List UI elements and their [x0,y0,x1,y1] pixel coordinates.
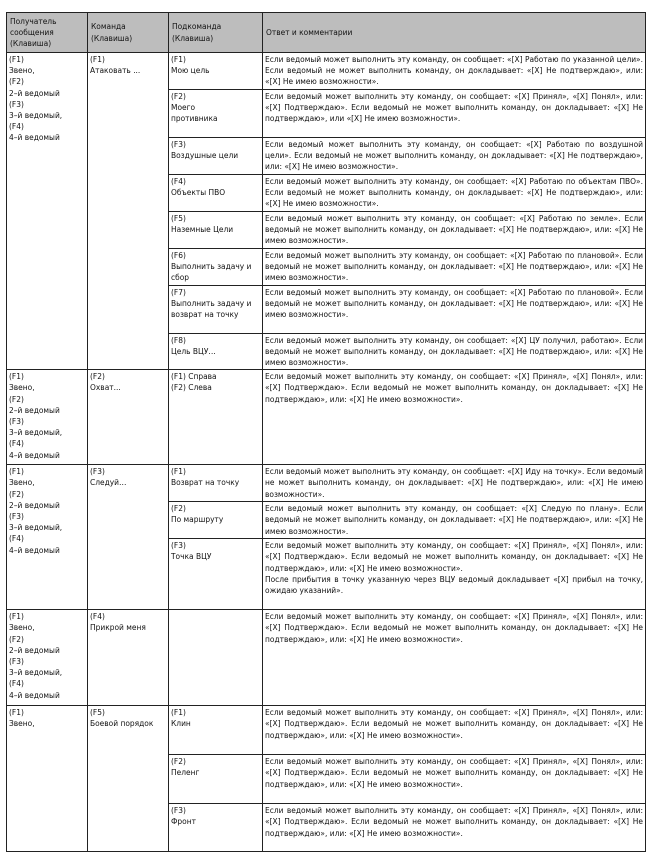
subcommand-cell: (F4) Объекты ПВО [169,174,263,211]
subcommand-cell: (F2) Моего противника [169,89,263,137]
subcommand-cell: (F2) По маршруту [169,502,263,539]
answer-cell: Если ведомый может выполнить эту команду, он сообщает: «[X] Работаю по плановой». Если ведомый не может выполнить команду, он докладывает: «[X] Не подтверждаю», или: «[X] Не имею возможности». [263,248,646,285]
answer-cell: Если ведомый может выполнить эту команду, он сообщает: «[X] Работаю по земле». Если ведомый не может выполнить команду, он докладывает: «[X] Не подтверждаю», или: «[X] Не имею возможности». [263,211,646,248]
command-cell-cover: (F4) Прикрой меня [88,610,169,706]
subcommand-cell: (F3) Воздушные цели [169,137,263,174]
table-row [7,53,646,90]
subcommand-cell: (F8) Цель ВЦУ… [169,333,263,370]
answer-cell: Если ведомый может выполнить эту команду, он сообщает: «[X] Принял», «[X] Понял», или: «[X] Подтверждаю». Если ведомый не может выполнить команду, он докладывает: «[X] Не подтверждаю», или: «[X] Не имею возможности». [263,370,646,465]
subcommand-cell: (F3) Точка ВЦУ [169,539,263,610]
answer-cell: Если ведомый может выполнить эту команду, он сообщает: «[X] Работаю по плановой». Если ведомый не может выполнить команду, он докладывает: «[X] Не подтверждаю», или: «[X] Не имею возможности». [263,285,646,333]
answer-note: После прибытия в точку указанную через ВЦУ ведомый докладывает «[X] прибыл на точку, ожидаю указаний». [265,573,643,596]
subcommand-cell: (F6) Выполнить задачу и сбор [169,248,263,285]
subcommand-cell: (F1) Возврат на точку [169,465,263,502]
answer-text: Если ведомый может выполнить эту команду, он сообщает: «[X] Принял», «[X] Понял», или: «[X] Подтверждаю». Если ведомый не может выполнить команду, он докладывает: «[X] Не подтверждаю», или: «[X] Не имею возможности». [265,540,643,573]
answer-cell: Если ведомый может выполнить эту команду, он сообщает: «[X] Работаю по воздушной цели». Если ведомый не может выполнить команду, он докладывает: «[X] Не подтверждаю», или: «[X] Не имею возможности». [263,137,646,174]
subcommand-cell: (F1) Мою цель [169,53,263,90]
recipient-cell: (F1) Звено, (F2) 2–й ведомый (F3) 3–й ведомый, (F4) 4–й ведомый [7,465,88,610]
subcommand-cell: (F7) Выполнить задачу и возврат на точку [169,285,263,333]
subcommand-cell: (F1) Справа (F2) Слева [169,370,263,465]
answer-cell: Если ведомый может выполнить эту команду, он сообщает: «[X] Принял», «[X] Понял», или: «[X] Подтверждаю». Если ведомый не может выполнить команду, он докладывает: «[X] Не подтверждаю», или «[X] Не имею возможности». [263,89,646,137]
answer-cell: Если ведомый может выполнить эту команду, он сообщает: «[X] Принял», «[X] Понял», или: «[X] Подтверждаю». Если ведомый не может выполнить команду, он докладывает: «[X] Не подтверждаю», или: «[X] Не имею возможности». [263,804,646,852]
answer-cell: Если ведомый может выполнить эту команду, он сообщает: «[X] ЦУ получил, работаю». Если ведомый не может выполнить команду, он докладывает: «[X] Не подтверждаю», или: «[X] Не имею возможности». [263,333,646,370]
answer-cell: Если ведомый может выполнить эту команду, он сообщает: «[X] Принял», «[X] Понял», или: «[X] Подтверждаю». Если ведомый не может выполнить команду, он докладывает: «[X] Не подтверждаю», или: «[X] Не имею возможности». [263,706,646,755]
command-cell-formation: (F5) Боевой порядок [88,706,169,852]
table-row [7,706,646,755]
answer-cell: Если ведомый может выполнить эту команду, он сообщает: «[X] Следую по плану». Если ведомый не может выполнить команду, он докладывает: «[X] Не подтверждаю», или: «[X] Не имею возможности». [263,502,646,539]
header-subcommand: Подкоманда (Клавиша) [169,13,263,53]
subcommand-cell: (F1) Клин [169,706,263,755]
command-cell-attack: (F1) Атаковать ... [88,53,169,370]
table-row [7,610,646,706]
recipient-cell: (F1) Звено, (F2) 2–й ведомый (F3) 3–й ведомый, (F4) 4–й ведомый [7,370,88,465]
recipient-cell: (F1) Звено, [7,706,88,852]
header-command: Команда (Клавиша) [88,13,169,53]
header-row [7,13,646,53]
header-recipient: Получатель сообщения (Клавиша) [7,13,88,53]
answer-cell: Если ведомый может выполнить эту команду, он сообщает: «[X] Работаю по указанной цели». Если ведомый не может выполнить команду, он докладывает: «[X] Не подтверждаю», или: «[X] Не имею возможности». [263,53,646,90]
answer-cell: Если ведомый может выполнить эту команду, он сообщает: «[X] Работаю по объектам ПВО». Если ведомый не может выполнить команду, он докладывает: «[X] Не подтверждаю», или: «[X] Не имею возможности». [263,174,646,211]
answer-cell [263,539,646,610]
table-row [7,370,646,465]
answer-cell: Если ведомый может выполнить эту команду, он сообщает: «[X] Иду на точку». Если ведомый не может выполнить команду, он докладывает: «[X] Не подтверждаю», или: «[X] Не имею возможности». [263,465,646,502]
answer-cell: Если ведомый может выполнить эту команду, он сообщает: «[X] Принял», «[X] Понял», или: «[X] Подтверждаю». Если ведомый не может выполнить команду, он докладывает: «[X] Не подтверждаю», или: «[X] Не имею возможности». [263,610,646,706]
subcommand-cell: (F3) Фронт [169,804,263,852]
subcommand-cell: (F2) Пеленг [169,755,263,804]
header-response: Ответ и комментарии [263,13,646,53]
recipient-cell: (F1) Звено, (F2) 2–й ведомый (F3) 3–й ведомый, (F4) 4–й ведомый [7,53,88,370]
commands-table [6,12,646,852]
answer-cell: Если ведомый может выполнить эту команду, он сообщает: «[X] Принял», «[X] Понял», или: «[X] Подтверждаю». Если ведомый не может выполнить команду, он докладывает: «[X] Не подтверждаю», или: «[X] Не имею возможности». [263,755,646,804]
subcommand-cell-empty [169,610,263,706]
command-cell-envelop: (F2) Охват... [88,370,169,465]
command-cell-follow: (F3) Следуй… [88,465,169,610]
subcommand-cell: (F5) Наземные Цели [169,211,263,248]
recipient-cell: (F1) Звено, (F2) 2–й ведомый (F3) 3–й ведомый, (F4) 4–й ведомый [7,610,88,706]
table-row [7,465,646,502]
